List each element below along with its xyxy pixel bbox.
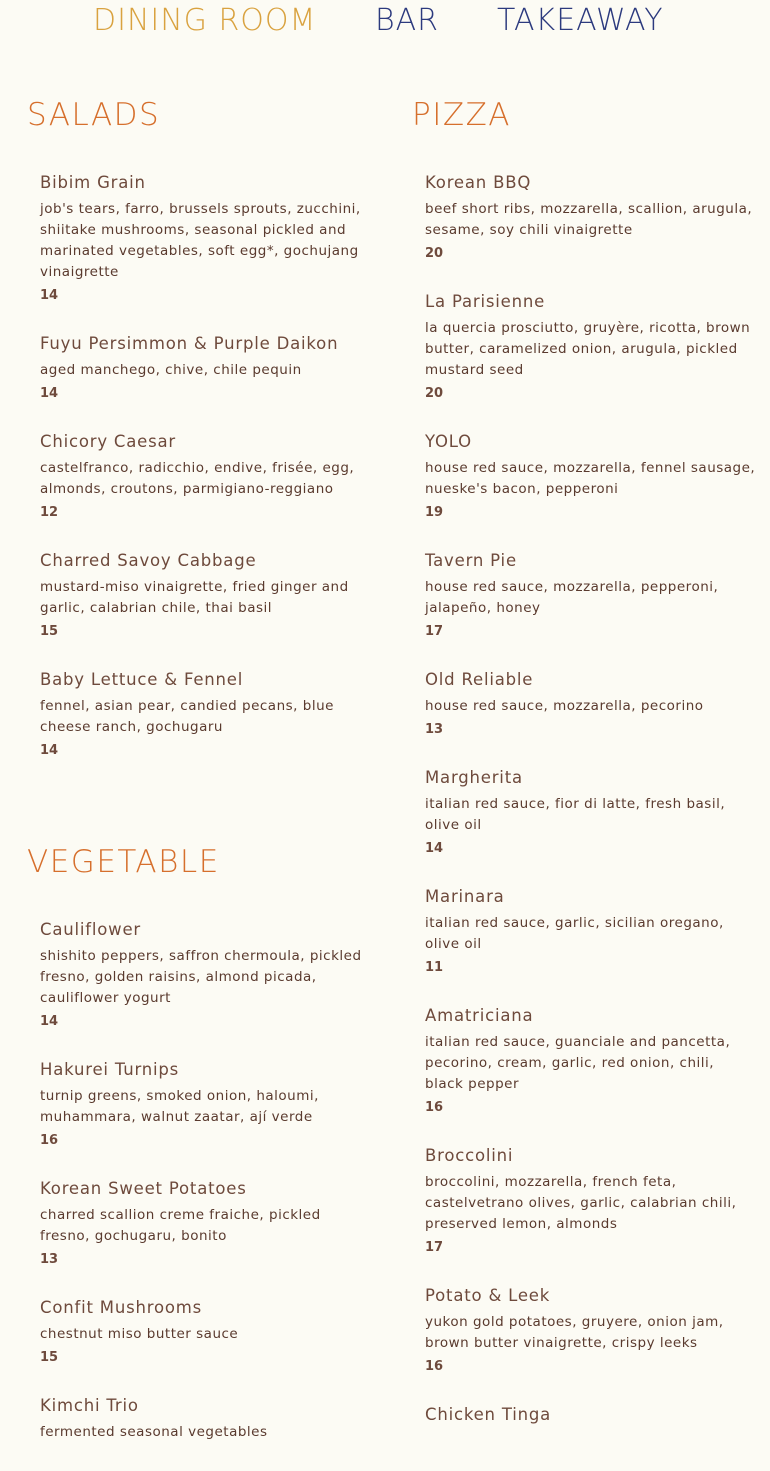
menu-item (40, 1060, 372, 1151)
menu-item-name: La Parisienne (425, 292, 546, 311)
menu-item-description: la quercia prosciutto, gruyère, ricotta, brown butter, caramelized onion, arugula, pickled mustard seed (425, 320, 751, 378)
menu-item-name: Bibim Grain (40, 173, 146, 192)
menu-item-name: Old Reliable (425, 670, 534, 689)
menu-item-price: 12 (40, 505, 59, 520)
menu-item (40, 173, 372, 306)
tab-dining-room[interactable]: DINING ROOM (93, 3, 317, 38)
menu-item-description: house red sauce, mozzarella, pepperoni, jalapeño, honey (425, 579, 719, 616)
menu-item-price: 13 (40, 1252, 59, 1267)
menu-item-price: 11 (425, 960, 444, 975)
menu-item (425, 1405, 757, 1425)
menu-item-description: italian red sauce, guanciale and pancetta, pecorino, cream, garlic, red onion, chili, black pepper (425, 1034, 731, 1092)
menu-item (40, 334, 372, 404)
menu-item-description: castelfranco, radicchio, endive, frisée, egg, almonds, croutons, parmigiano-reggiano (40, 460, 355, 497)
left-column (27, 96, 372, 1471)
menu-item-price: 20 (425, 386, 444, 401)
menu-item-name: Korean Sweet Potatoes (40, 1179, 247, 1198)
menu-item-price: 17 (425, 624, 444, 639)
menu-item-description: chestnut miso butter sauce (40, 1326, 239, 1342)
section-title-salads: SALADS (27, 97, 161, 133)
menu-item-name: Kimchi Trio (40, 1396, 139, 1415)
menu-item-price: 17 (425, 1240, 444, 1255)
menu-nav (0, 0, 770, 44)
section-title-pizza: PIZZA (412, 97, 512, 133)
menu-item (40, 670, 372, 761)
menu-item-description: house red sauce, mozzarella, pecorino (425, 698, 704, 714)
menu-item-price: 14 (40, 743, 59, 758)
vegetable-list (27, 881, 372, 1443)
tab-takeaway[interactable]: TAKEAWAY (497, 3, 664, 38)
menu-item (425, 1006, 757, 1118)
menu-item (40, 1298, 372, 1368)
salads-list (27, 134, 372, 761)
menu-item-price: 14 (40, 1014, 59, 1029)
section-title-vegetable: VEGETABLE (27, 844, 220, 880)
menu-item-price: 15 (40, 1350, 59, 1365)
menu-item-description: charred scallion creme fraiche, pickled fresno, gochugaru, bonito (40, 1207, 321, 1244)
menu-item-name: Charred Savoy Cabbage (40, 551, 257, 570)
menu-item-price: 20 (425, 246, 444, 261)
menu-item-name: Chicory Caesar (40, 432, 176, 451)
menu-item-description: house red sauce, mozzarella, fennel sausage, nueske's bacon, pepperoni (425, 460, 756, 497)
menu-item-price: 16 (40, 1133, 59, 1148)
menu-item-description: turnip greens, smoked onion, haloumi, muhammara, walnut zaatar, ají verde (40, 1088, 319, 1125)
menu-item-description: italian red sauce, garlic, sicilian oregano, olive oil (425, 915, 724, 952)
menu-item (425, 768, 757, 859)
menu-item-price: 14 (425, 841, 444, 856)
menu-item (425, 1286, 757, 1377)
menu-item-price: 16 (425, 1359, 444, 1374)
menu-item-description: fermented seasonal vegetables (40, 1424, 268, 1440)
menu-item-description: job's tears, farro, brussels sprouts, zucchini, shiitake mushrooms, seasonal pickled and marinated vegetables, soft egg*, gochujang vinaigrette (40, 201, 361, 280)
menu-item (425, 670, 757, 740)
menu-item-price: 13 (425, 722, 444, 737)
menu-item-name: Hakurei Turnips (40, 1060, 180, 1079)
menu-item-name: Cauliflower (40, 920, 141, 939)
menu-item-name: Marinara (425, 887, 505, 906)
menu-item (425, 292, 757, 404)
menu-item (40, 432, 372, 523)
menu-item-name: Confit Mushrooms (40, 1298, 203, 1317)
menu-item-price: 15 (40, 624, 59, 639)
menu-item-description: yukon gold potatoes, gruyere, onion jam, brown butter vinaigrette, crispy leeks (425, 1314, 724, 1351)
menu-item (40, 1396, 372, 1443)
menu-item (425, 887, 757, 978)
menu-item (425, 1146, 757, 1258)
menu-item-name: Korean BBQ (425, 173, 532, 192)
menu-item-name: Fuyu Persimmon & Purple Daikon (40, 334, 339, 353)
right-column (412, 96, 757, 1453)
menu-item-name: YOLO (425, 432, 472, 451)
menu-item-price: 14 (40, 288, 59, 303)
menu-item (40, 551, 372, 642)
menu-item-name: Potato & Leek (425, 1286, 551, 1305)
menu-item (425, 551, 757, 642)
menu-item-description: italian red sauce, fior di latte, fresh basil, olive oil (425, 796, 726, 833)
menu-item-description: broccolini, mozzarella, french feta, castelvetrano olives, garlic, calabrian chili, preserved lemon, almonds (425, 1174, 737, 1232)
menu-item-price: 16 (425, 1100, 444, 1115)
menu-item-description: fennel, asian pear, candied pecans, blue cheese ranch, gochugaru (40, 698, 334, 735)
menu-item-name: Broccolini (425, 1146, 514, 1165)
menu-item-description: shishito peppers, saffron chermoula, pickled fresno, golden raisins, almond picada, cauliflower yogurt (40, 948, 362, 1006)
menu-item (40, 920, 372, 1032)
pizza-list (412, 134, 757, 1425)
menu-item (425, 173, 757, 264)
menu-item-description: beef short ribs, mozzarella, scallion, arugula, sesame, soy chili vinaigrette (425, 201, 753, 238)
menu-item-name: Tavern Pie (425, 551, 517, 570)
menu-item-price: 14 (40, 386, 59, 401)
menu-item-price: 19 (425, 505, 444, 520)
menu-item-name: Baby Lettuce & Fennel (40, 670, 244, 689)
menu-item-description: mustard-miso vinaigrette, fried ginger and garlic, calabrian chile, thai basil (40, 579, 349, 616)
menu-item-name: Chicken Tinga (425, 1405, 552, 1424)
menu-item-description: aged manchego, chive, chile pequin (40, 362, 302, 378)
menu-item-name: Amatriciana (425, 1006, 534, 1025)
menu-item (425, 432, 757, 523)
tab-bar[interactable]: BAR (375, 3, 440, 38)
menu-item-name: Margherita (425, 768, 523, 787)
menu-item (40, 1179, 372, 1270)
